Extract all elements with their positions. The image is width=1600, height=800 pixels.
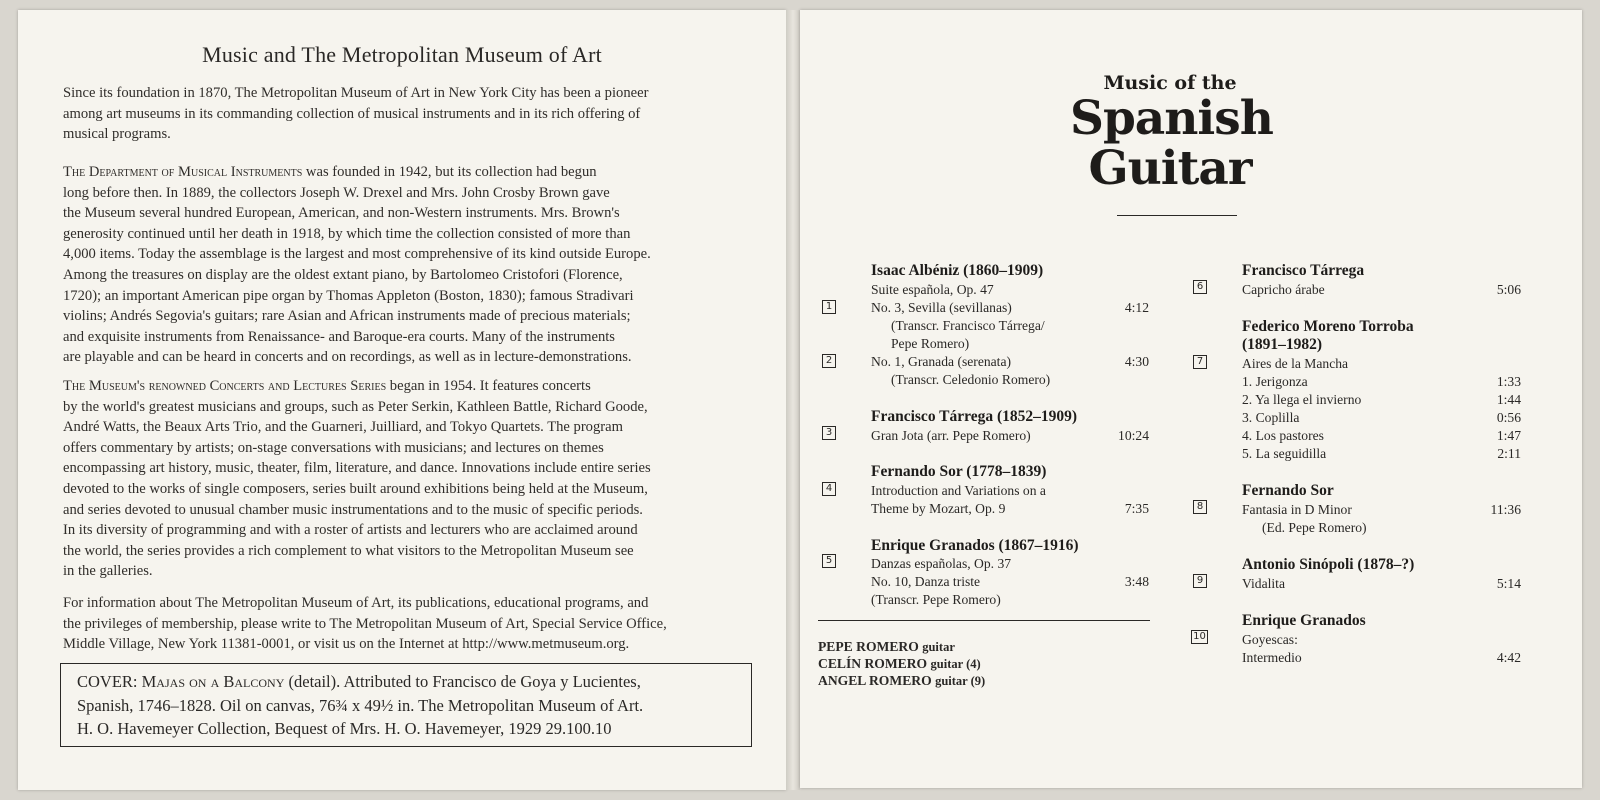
- movement-title: 1. Jerigonza: [1242, 374, 1308, 389]
- composer-heading: Fernando Sor (1778–1839): [871, 463, 1047, 480]
- track-note: Pepe Romero): [891, 336, 970, 351]
- track-title: No. 10, Danza triste: [871, 574, 981, 589]
- album-title-line1: Spanish: [1070, 91, 1273, 146]
- contact-paragraph: [63, 593, 743, 655]
- track-number: 5: [822, 554, 836, 568]
- track-number: 1: [822, 300, 836, 314]
- work-title: Danzas españolas, Op. 37: [871, 556, 1012, 571]
- track-title: Gran Jota (arr. Pepe Romero): [871, 428, 1031, 443]
- text-line: by the world's greatest musicians and groups, such as Peter Serkin, Kathleen Battle, Richard Goode,: [63, 398, 648, 415]
- text-line: 4,000 items. Today the assemblage is the largest and most comprehensive of its kind outside Europe.: [63, 246, 651, 263]
- text-line: André Watts, the Beaux Arts Trio, and the Guarneri, Juilliard, and Tokyo Quartets. The program: [63, 419, 623, 436]
- text-line: Among the treasures on display are the oldest extant piano, by Bartolomeo Cristofori (Florence,: [63, 266, 623, 283]
- track-duration: 5:14: [1496, 576, 1521, 591]
- text-line: are playable and can be heard in concerts and on recordings, as well as in lecture-demonstrations.: [63, 349, 632, 366]
- track-note: (Ed. Pepe Romero): [1262, 520, 1367, 535]
- performer-name: CELÍN ROMERO: [818, 656, 928, 671]
- instruments-paragraph: [63, 162, 743, 368]
- text-line: long before then. In 1889, the collectors Joseph W. Drexel and Mrs. John Crosby Brown gave: [63, 184, 610, 201]
- album-title-small: Music of the: [1103, 72, 1237, 94]
- track-duration: 11:36: [1490, 502, 1521, 517]
- concerts-paragraph: [63, 376, 743, 582]
- text-line: H. O. Havemeyer Collection, Bequest of Mrs. H. O. Havemeyer, 1929 29.100.10: [77, 719, 612, 738]
- text-line: and exquisite instruments from Renaissance- and Baroque-era courts. Many of the instruments: [63, 328, 615, 345]
- performer-credit: [818, 638, 955, 656]
- composer-heading: Antonio Sinópoli (1878–?): [1242, 556, 1415, 573]
- track-title: Intermedio: [1242, 650, 1302, 665]
- composer-heading: Francisco Tárrega (1852–1909): [871, 408, 1078, 425]
- performer-instrument: guitar: [922, 640, 955, 654]
- track-number: 2: [822, 354, 836, 368]
- text-line: encompassing art history, music, theater, film, literature, and dance. Innovations include entire series: [63, 460, 651, 477]
- text-line: and series devoted to unusual chamber music instrumentations and to the music of specific periods.: [63, 501, 643, 518]
- section-lead: The Museum's renowned Concerts and Lectures Series: [63, 378, 387, 394]
- text-line: began in 1954. It features concerts: [386, 378, 591, 394]
- text-line: For information about The Metropolitan Museum of Art, its publications, educational programs, and: [63, 595, 649, 611]
- performer-name: ANGEL ROMERO: [818, 673, 932, 688]
- work-title: Suite española, Op. 47: [871, 282, 994, 297]
- track-title: Vidalita: [1242, 576, 1285, 591]
- album-title-line2: Guitar: [1088, 141, 1252, 196]
- track-number: 4: [822, 482, 836, 496]
- text-line: in the galleries.: [63, 563, 153, 580]
- text-line: generosity continued until her death in 1918, by which time the collection consisted of more than: [63, 225, 631, 242]
- movement-title: 2. Ya llega el invierno: [1242, 392, 1362, 407]
- composer-heading: Enrique Granados (1867–1916): [871, 537, 1079, 554]
- album-title: [1070, 72, 1273, 196]
- movement-duration: 2:11: [1497, 446, 1521, 461]
- track-number: 3: [822, 426, 836, 440]
- text-line: musical programs.: [63, 126, 171, 143]
- text-line: Spanish, 1746–1828. Oil on canvas, 76¾ x 49½ in. The Metropolitan Museum of Art.: [77, 695, 644, 715]
- track-duration: 10:24: [1118, 428, 1149, 443]
- composer-heading: Federico Moreno Torroba: [1242, 318, 1414, 335]
- movement-title: 4. Los pastores: [1242, 428, 1324, 443]
- performer-credit: [818, 655, 981, 673]
- movement-duration: 1:33: [1496, 374, 1521, 389]
- composer-heading: Fernando Sor: [1242, 482, 1334, 499]
- track-duration: 4:30: [1124, 354, 1149, 369]
- movement-title: 3. Coplilla: [1242, 410, 1300, 425]
- performer-name: PEPE ROMERO: [818, 639, 919, 654]
- track-note: (Transcr. Francisco Tárrega/: [891, 318, 1045, 333]
- performer-instrument: guitar (4): [930, 657, 981, 671]
- page-title: Music and The Metropolitan Museum of Art: [202, 42, 602, 67]
- movement-duration: 0:56: [1496, 410, 1521, 425]
- cover-credit-box: [60, 663, 752, 747]
- text-line: violins; Andrés Segovia's guitars; rare Asian and African instruments made of precious materials;: [63, 308, 631, 325]
- section-lead: The Department of Musical Instruments: [63, 164, 303, 180]
- text-line: the world, the series provides a rich complement to what visitors to the Metropolitan Museum see: [63, 542, 634, 559]
- movement-title: 5. La seguidilla: [1242, 446, 1327, 461]
- track-note: (Transcr. Celedonio Romero): [891, 372, 1051, 387]
- text-line: was founded in 1942, but its collection had begun: [302, 164, 597, 180]
- text-line: Since its foundation in 1870, The Metropolitan Museum of Art in New York City has been a pioneer: [63, 85, 649, 101]
- credits-divider: [818, 620, 1150, 621]
- text-line: 1720); an important American pipe organ by Thomas Appleton (Boston, 1830); famous Stradivari: [63, 287, 634, 304]
- track-title: No. 3, Sevilla (sevillanas): [871, 300, 1012, 315]
- right-page: [800, 10, 1582, 788]
- text-line: the privileges of membership, please write to The Metropolitan Museum of Art, Special Service Office,: [63, 615, 667, 632]
- work-title: Aires de la Mancha: [1242, 356, 1349, 371]
- text-line: In its diversity of programming and with a roster of artists and lecturers who are acclaimed around: [63, 522, 638, 539]
- track-note: (Transcr. Pepe Romero): [871, 592, 1001, 607]
- text-line: devoted to the works of single composers, series built around exhibitions being held at the Museum,: [63, 480, 648, 497]
- text-line: among art museums in its commanding collection of musical instruments and in its rich offering of: [63, 105, 641, 122]
- track-number: 10: [1191, 630, 1208, 644]
- page-fold: [786, 10, 800, 790]
- title-divider: [1117, 215, 1237, 216]
- track-title: Theme by Mozart, Op. 9: [871, 501, 1006, 516]
- left-page: [18, 10, 786, 790]
- track-title: Capricho árabe: [1242, 282, 1325, 297]
- track-title: Goyescas:: [1242, 632, 1298, 647]
- text-line: Middle Village, New York 11381-0001, or visit us on the Internet at http://www.metmuseum.org.: [63, 636, 630, 653]
- track-duration: 3:48: [1124, 574, 1149, 589]
- performer-credit: [818, 672, 985, 690]
- text-line: the Museum several hundred European, American, and non-Western instruments. Mrs. Brown's: [63, 205, 620, 222]
- track-duration: 4:12: [1124, 300, 1149, 315]
- text-line: (detail). Attributed to Francisco de Goya y Lucientes,: [284, 672, 641, 691]
- cover-artwork-title: Majas on a Balcony: [141, 672, 285, 691]
- text-line: offers commentary by artists; on-stage conversations with musicians; and lectures on themes: [63, 439, 604, 456]
- track-duration: 7:35: [1124, 501, 1149, 516]
- composer-heading: Isaac Albéniz (1860–1909): [871, 262, 1044, 279]
- movement-duration: 1:47: [1496, 428, 1521, 443]
- composer-dates: (1891–1982): [1242, 336, 1323, 353]
- track-title: No. 1, Granada (serenata): [871, 354, 1012, 369]
- performer-instrument: guitar (9): [935, 674, 986, 688]
- track-title: Fantasia in D Minor: [1242, 502, 1352, 517]
- track-number: 8: [1193, 500, 1207, 514]
- track-duration: 5:06: [1496, 282, 1521, 297]
- track-number: 6: [1193, 280, 1207, 294]
- composer-heading: Francisco Tárrega: [1242, 262, 1365, 279]
- cover-label: COVER:: [77, 672, 142, 691]
- movement-duration: 1:44: [1496, 392, 1521, 407]
- intro-paragraph: [63, 83, 743, 145]
- track-number: 9: [1193, 574, 1207, 588]
- track-number: 7: [1193, 355, 1207, 369]
- track-duration: 4:42: [1496, 650, 1521, 665]
- composer-heading: Enrique Granados: [1242, 612, 1366, 629]
- track-title: Introduction and Variations on a: [871, 483, 1046, 498]
